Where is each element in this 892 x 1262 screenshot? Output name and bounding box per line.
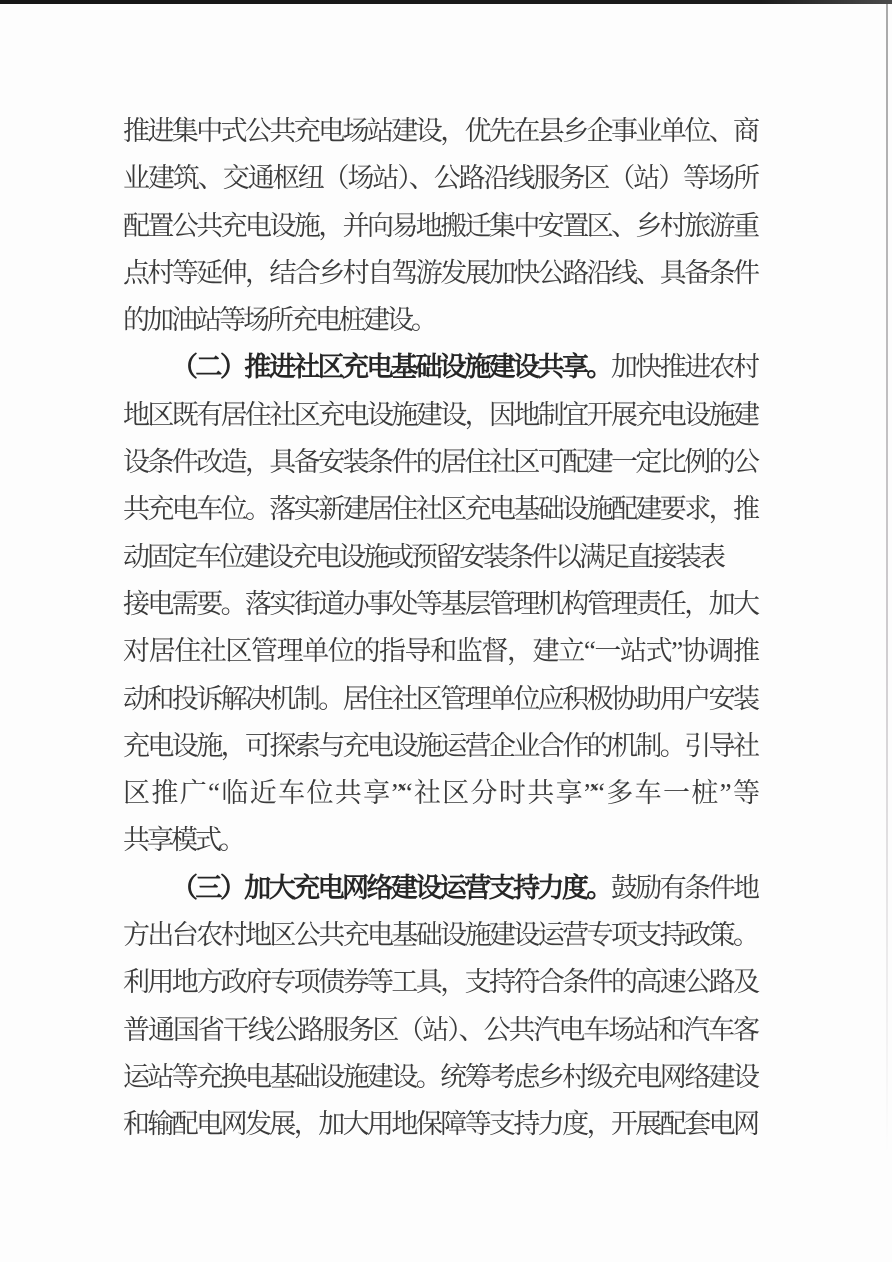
text-line (123, 723, 757, 770)
text-line (123, 1101, 757, 1148)
body-text: 加快推进农村 (610, 352, 758, 383)
body-text: 充电设施，可探索与充电设施运营企业合作的机制。引导社 (123, 730, 757, 761)
body-text: 利用地方政府专项债券等工具，支持符合条件的高速公路及 (123, 967, 757, 998)
text-line (123, 1007, 757, 1054)
body-text: 区推广“临近车位共享”“社区分时共享”“多车一桩”等 (123, 778, 757, 809)
body-text: 鼓励有条件地 (610, 872, 758, 903)
text-line (123, 959, 757, 1006)
body-text: 的加油站等场所充电桩建设。 (123, 305, 435, 336)
text-line (123, 676, 757, 723)
text-line (123, 865, 757, 912)
text-line (123, 534, 757, 581)
text-line (123, 581, 757, 628)
body-text: 业建筑、交通枢纽（场站）、公路沿线服务区（站）等场所 (123, 163, 757, 194)
text-line (123, 297, 757, 344)
body-text: 共享模式。 (123, 825, 243, 856)
text-line (123, 1054, 757, 1101)
section-heading: （二）推进社区充电基础设施建设共享。 (171, 352, 611, 383)
text-line (123, 628, 757, 675)
text-line (123, 203, 757, 250)
section-heading: （三）加大充电网络建设运营支持力度。 (171, 872, 611, 903)
body-text: 方出台农村地区公共充电基础设施建设运营专项支持政策。 (123, 920, 757, 951)
text-line (123, 817, 757, 864)
body-text: 地区既有居住社区充电设施建设，因地制宜开展充电设施建 (123, 399, 757, 430)
text-line (123, 155, 757, 202)
document-text-block (123, 108, 757, 1149)
text-line (123, 912, 757, 959)
body-text: 动和投诉解决机制。居住社区管理单位应积极协助用户安装 (123, 683, 757, 714)
top-border-bar (0, 0, 892, 4)
text-line (123, 439, 757, 486)
text-line (123, 108, 757, 155)
body-text: 对居住社区管理单位的指导和监督，建立“一站式”协调推 (123, 636, 757, 667)
body-text: 设条件改造，具备安装条件的居住社区可配建一定比例的公 (123, 447, 757, 478)
body-text: 接电需要。落实街道办事处等基层管理机构管理责任，加大 (123, 588, 757, 619)
text-line (123, 344, 757, 391)
text-line (123, 250, 757, 297)
body-text: 动固定车位建设充电设施或预留安装条件以满足直接装表 (123, 541, 723, 572)
paragraph (123, 344, 757, 864)
body-text: 推进集中式公共充电场站建设，优先在县乡企事业单位、商 (123, 116, 757, 146)
paragraph (123, 865, 757, 1149)
body-text: 点村等延伸，结合乡村自驾游发展加快公路沿线、具备条件 (123, 257, 757, 288)
body-text: 配置公共充电设施，并向易地搬迁集中安置区、乡村旅游重 (123, 210, 757, 241)
text-line (123, 392, 757, 439)
text-line (123, 770, 757, 817)
body-text: 普通国省干线公路服务区（站）、公共汽电车场站和汽车客 (123, 1014, 757, 1045)
right-page-edge (886, 4, 888, 1154)
body-text: 共充电车位。落实新建居住社区充电基础设施配建要求，推 (123, 494, 757, 525)
body-text: 运站等充换电基础设施建设。统筹考虑乡村级充电网络建设 (123, 1061, 757, 1092)
text-line (123, 486, 757, 533)
paragraph (123, 108, 757, 344)
body-text: 和输配电网发展，加大用地保障等支持力度，开展配套电网 (123, 1109, 757, 1140)
